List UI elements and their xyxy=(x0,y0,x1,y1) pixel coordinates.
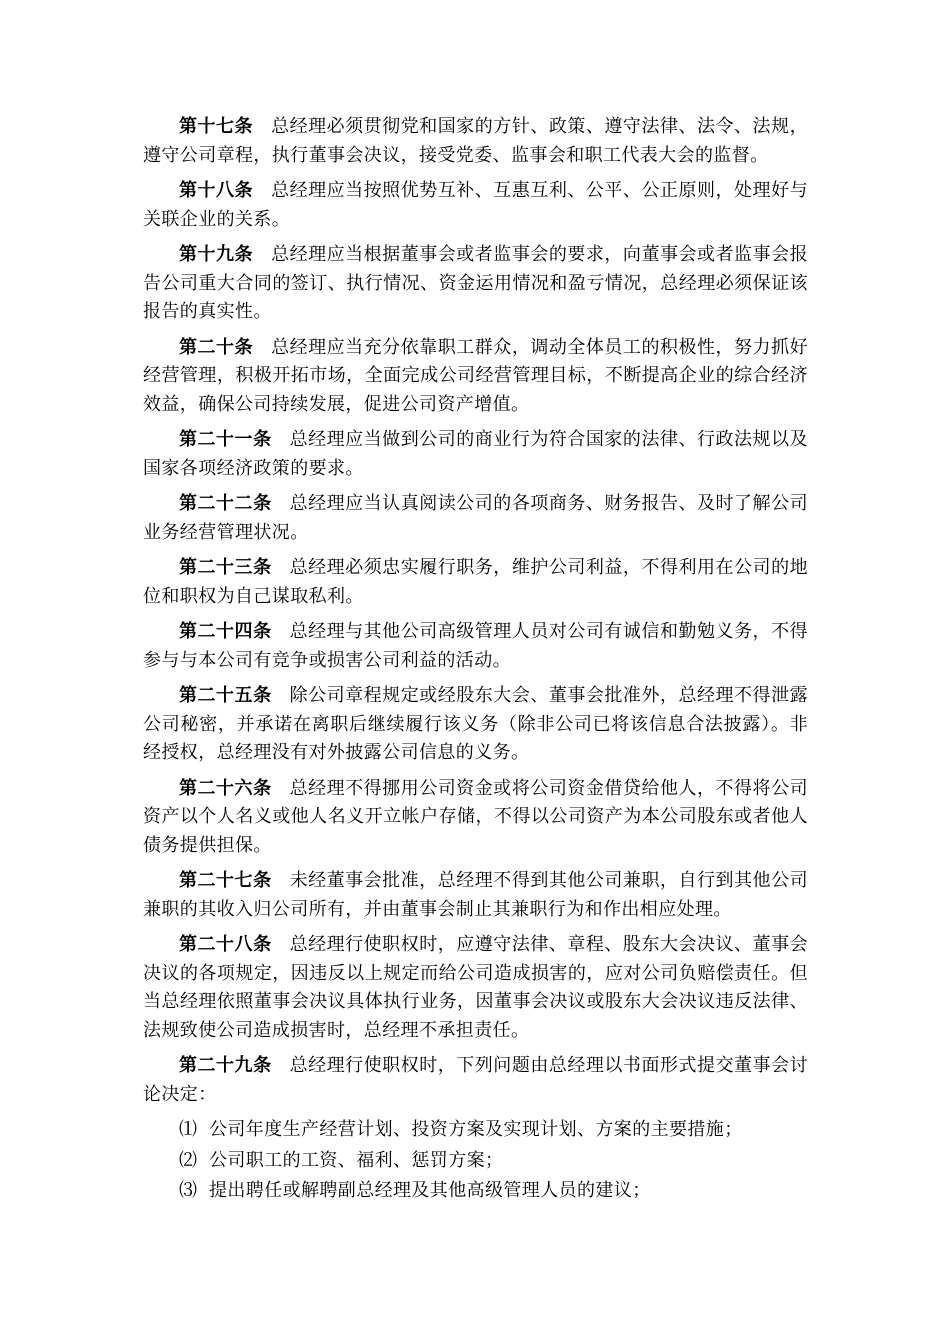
article-label: 第二十二条 xyxy=(179,493,272,514)
article-text: 总经理应当做到公司的商业行为符合国家的法律、行政法规以及国家各项经济政策的要求。 xyxy=(143,429,808,479)
article-text: 除公司章程规定或经股东大会、董事会批准外，总经理不得泄露公司秘密，并承诺在离职后继续履行该义务（除非公司已将该信息合法披露）。非经授权，总经理没有对外披露公司信息的义务。 xyxy=(143,685,808,763)
item-number: ⑴ xyxy=(179,1119,198,1140)
list-item xyxy=(143,1147,808,1176)
article-label: 第二十八条 xyxy=(179,934,272,955)
article-23 xyxy=(143,554,808,611)
article-label: 第二十五条 xyxy=(179,685,272,706)
article-label: 第二十一条 xyxy=(179,429,272,450)
article-label: 第二十七条 xyxy=(179,870,272,891)
article-text: 总经理不得挪用公司资金或将公司资金借贷给他人，不得将公司资产以个人名义或他人名义开立帐户存储，不得以公司资产为本公司股东或者他人债务提供担保。 xyxy=(143,777,808,856)
article-text: 未经董事会批准，总经理不得到其他公司兼职，自行到其他公司兼职的其收入归公司所有，并由董事会制止其兼职行为和作出相应处理。 xyxy=(143,870,808,920)
article-17 xyxy=(143,113,808,170)
article-19 xyxy=(143,241,808,327)
article-text: 总经理应当按照优势互补、互惠互利、公平、公正原则，处理好与关联企业的关系。 xyxy=(143,180,808,230)
article-text: 总经理应当根据董事会或者监事会的要求，向董事会或者监事会报告公司重大合同的签订、执行情况、资金运用情况和盈亏情况，总经理必须保证该报告的真实性。 xyxy=(143,244,808,322)
article-label: 第十七条 xyxy=(179,116,254,137)
article-label: 第十九条 xyxy=(179,244,254,265)
article-25 xyxy=(143,682,808,768)
item-text: 公司职工的工资、福利、惩罚方案； xyxy=(209,1149,504,1171)
article-label: 第二十四条 xyxy=(179,621,272,642)
article-text: 总经理应当认真阅读公司的各项商务、财务报告、及时了解公司业务经营管理状况。 xyxy=(143,493,808,543)
article-27 xyxy=(143,867,808,924)
article-label: 第二十九条 xyxy=(179,1055,272,1076)
article-text: 总经理必须忠实履行职务，维护公司利益，不得利用在公司的地位和职权为自己谋取私利。 xyxy=(143,557,808,607)
article-20 xyxy=(143,334,808,420)
article-29 xyxy=(143,1052,808,1109)
article-text: 总经理必须贯彻党和国家的方针、政策、遵守法律、法令、法规，遵守公司章程，执行董事会决议，接受党委、监事会和职工代表大会的监督。 xyxy=(143,116,808,166)
article-24 xyxy=(143,618,808,675)
item-number: ⑵ xyxy=(179,1149,198,1171)
item-number: ⑶ xyxy=(179,1180,198,1201)
article-text: 总经理行使职权时，应遵守法律、章程、股东大会决议、董事会决议的各项规定，因违反以上规定而给公司造成损害的，应对公司负赔偿责任。但当总经理依照董事会决议具体执行业务，因董事会决议或股东大会决议违反法律、法规致使公司造成损害时，总经理不承担责任。 xyxy=(143,934,808,1041)
article-text: 总经理应当充分依靠职工群众，调动全体员工的积极性，努力抓好经营管理，积极开拓市场，全面完成公司经营管理目标，不断提高企业的综合经济效益，确保公司持续发展，促进公司资产增值。 xyxy=(143,336,808,415)
article-28 xyxy=(143,931,808,1045)
list-item xyxy=(143,1116,808,1145)
article-29-list xyxy=(143,1116,808,1206)
document-page xyxy=(143,113,808,1208)
article-label: 第二十条 xyxy=(179,336,254,358)
item-text: 公司年度生产经营计划、投资方案及实现计划、方案的主要措施； xyxy=(209,1119,743,1140)
item-text: 提出聘任或解聘副总经理及其他高级管理人员的建议； xyxy=(209,1180,651,1201)
list-item xyxy=(143,1177,808,1206)
article-label: 第十八条 xyxy=(179,180,254,201)
article-text: 总经理行使职权时，下列问题由总经理以书面形式提交董事会讨论决定： xyxy=(143,1055,808,1105)
article-21 xyxy=(143,426,808,483)
article-label: 第二十三条 xyxy=(179,557,272,578)
article-18 xyxy=(143,177,808,234)
article-22 xyxy=(143,490,808,547)
article-label: 第二十六条 xyxy=(179,777,272,799)
article-26 xyxy=(143,775,808,861)
article-text: 总经理与其他公司高级管理人员对公司有诚信和勤勉义务，不得参与与本公司有竞争或损害公司利益的活动。 xyxy=(143,621,808,671)
